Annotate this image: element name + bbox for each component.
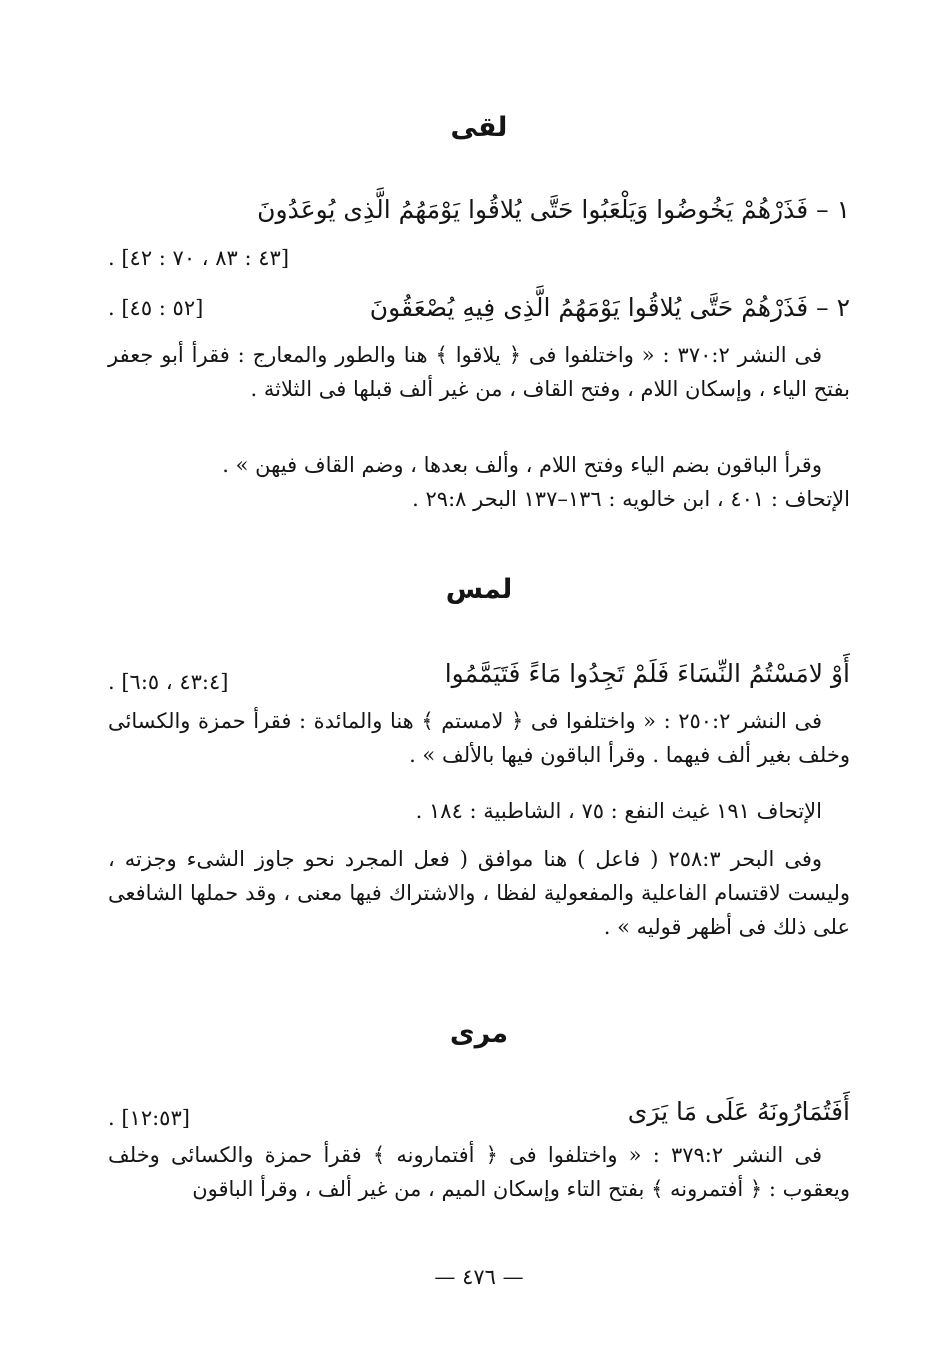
commentary-paragraph: الإتحاف : ٤٠١ ، ابن خالويه : ١٣٦–١٣٧ البحر ٢٩:٨ . <box>412 487 850 511</box>
section-title-laqa: لقى <box>450 112 508 143</box>
verse-reference: [٥٢ : ٤٥] . <box>108 296 204 320</box>
quran-verse: ٢ – فَذَرْهُمْ حَتَّى يُلاقُوا يَوْمَهُمُ الَّذِى فِيهِ يُصْعَقُونَ <box>369 293 850 322</box>
verse-reference: [١٢:٥٣] . <box>108 1106 190 1130</box>
verse-entry <box>108 286 850 330</box>
section-title-lamasa: لمس <box>445 574 513 605</box>
verse-entry <box>108 1090 850 1134</box>
commentary-paragraph: فى النشر ٣٧٠:٢ : « واختلفوا فى ﴿ يلاقوا ﴾ هنا والطور والمعارج : فقرأ أبو جعفر بفتح الياء ، وإسكان اللام ، وفتح القاف ، من غير ألف قبلها فى الثلاثة . <box>108 343 850 401</box>
document-page <box>108 0 850 1350</box>
verse-entry <box>108 652 850 696</box>
commentary-paragraph: فى النشر ٢٥٠:٢ : « واختلفوا فى ﴿ لامستم ﴾ هنا والمائدة : فقرأ حمزة والكسائى وخلف بغير ألف فيهما . وقرأ الباقون فيها بالألف » . <box>108 709 850 767</box>
commentary-paragraph: فى النشر ٣٧٩:٢ : « واختلفوا فى ﴿ أفتمارونه ﴾ فقرأ حمزة والكسائى وخلف ويعقوب : ﴿ أفتمرونه ﴾ بفتح التاء وإسكان الميم ، من غير ألف ، وقرأ الباقون <box>108 1143 850 1201</box>
verse-entry <box>108 188 850 232</box>
quran-verse: أَوْ لامَسْتُمُ النِّسَاءَ فَلَمْ تَجِدُوا مَاءً فَتَيَمَّمُوا <box>444 659 850 688</box>
quran-verse: أَفَتُمَارُونَهُ عَلَى مَا يَرَى <box>627 1097 850 1126</box>
verse-reference: [٤٣ : ٨٣ ، ٧٠ : ٤٢] . <box>108 246 290 270</box>
quran-verse: ١ – فَذَرْهُمْ يَخُوضُوا وَيَلْعَبُوا حَتَّى يُلاقُوا يَوْمَهُمُ الَّذِى يُوعَدُونَ <box>257 195 850 224</box>
section-title-mara: مرى <box>449 1018 509 1049</box>
commentary-paragraph: وفى البحر ٢٥٨:٣ ( فاعل ) هنا موافق ( فعل المجرد نحو جاوز الشىء وجزته ، وليست لاقتسام الفاعلية والمفعولية لفظا ، والاشتراك فيها معنى ، وقد حملها الشافعى على ذلك فى أظهر قوليه » . <box>108 847 850 939</box>
commentary-paragraph: الإتحاف ١٩١ غيث النفع : ٧٥ ، الشاطبية : ١٨٤ . <box>415 799 822 823</box>
page-number: — ٤٧٦ — <box>434 1265 524 1289</box>
commentary-paragraph: وقرأ الباقون بضم الياء وفتح اللام ، وألف بعدها ، وضم القاف فيهن » . <box>222 453 822 477</box>
verse-reference: [٤٣:٤ ، ٦:٥] . <box>108 670 229 694</box>
